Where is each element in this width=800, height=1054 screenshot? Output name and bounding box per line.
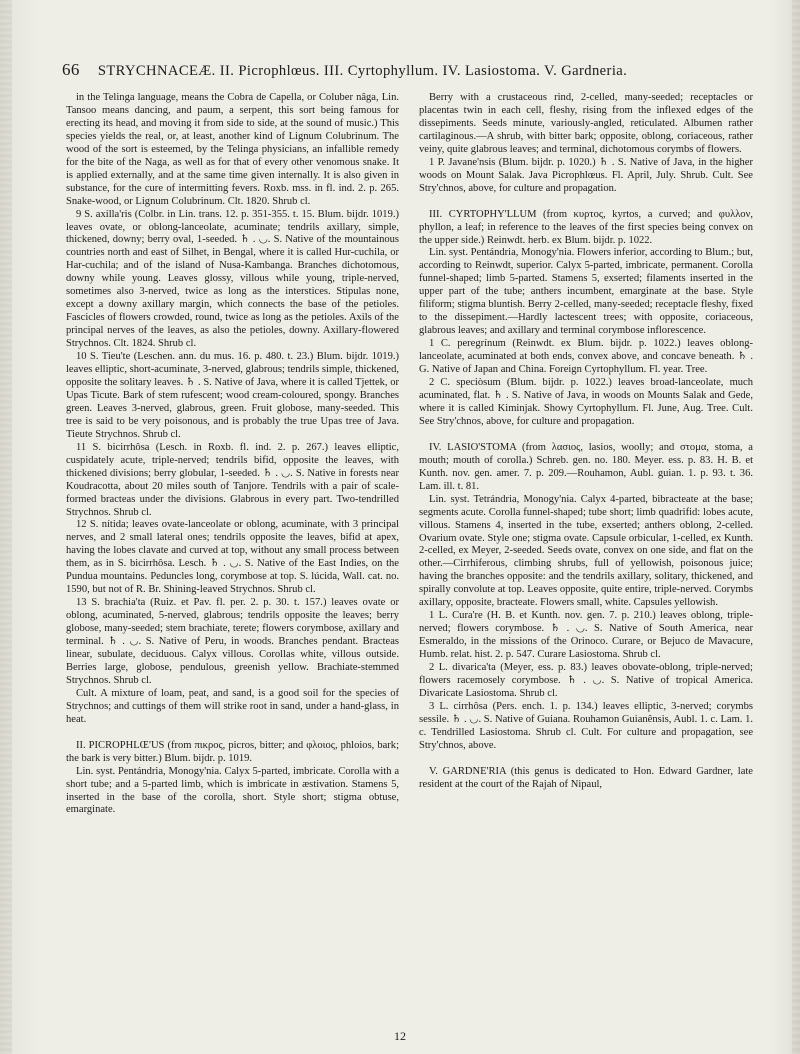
left-column <box>66 92 399 817</box>
species-entry: 3 L. cirrhôsa (Pers. ench. 1. p. 134.) leaves elliptic, 3-nerved; corymbs sessile. ♄ . ◡. S. Native of Guiana. Rouhamon Guianênsis, Aubl. 1. c. Lam. 1. c. Tendrilled Lasiostoma. Shrub cl. Cult. For culture and propagation, see Stry'chnos, above. <box>419 700 753 751</box>
genus-heading: IV. LASIO'STOMA (from λασιος, lasios, woolly; and στομα, stoma, a mouth; mouth of corolla.) Schreb. gen. no. 180. Meyer. ess. p. 83. H. B. et Kunth. nov. gen. amer. 7. p. 209.—Rouhamon, Aubl. guian. 1. p. 93. t. 36. Lam. ill. t. 81. <box>419 441 753 492</box>
species-entry: 1 L. Cura're (H. B. et Kunth. nov. gen. 7. p. 210.) leaves oblong, triple-nerved; flowers corymbose. ♄ . ◡. S. Native of South America, near Esmeraldo, in the missions of the Orinoco. Curare, or Bejuco de Mavacure, Humb. relat. hist. 2. p. 547. Curare Lasiostoma. Shrub cl. <box>419 610 753 661</box>
species-entry: 13 S. brachia'ta (Ruiz. et Pav. fl. per. 2. p. 30. t. 157.) leaves ovate or oblong, acuminated, 5-nerved, glabrous; tendrils opposite the leaves; berry globose, many-seeded; stem brachiate, terete; flowers corymbose, axillary and terminal. ♄ . ◡. S. Native of Peru, in woods. Branches pendant. Bracteas linear, subulate, deciduous. Calyx villous. Corollas white, villous outside. Berries large, globose, pendulous, greenish yellow. Brachiate-stemmed Strychnos. Shrub cl. <box>66 597 399 686</box>
species-entry: 12 S. nítida; leaves ovate-lanceolate or oblong, acuminate, with 3 principal nerves, and 2 small lateral ones; tendrils opposite the leaves, bifid at apex, having the lobes clavate and curved at top, without any small process between them, as in S. bicirrhôsa. Lesch. ♄ . ◡. S. Native of the East Indies, on the Pundua mountains. Peduncles long, corymbose at top. S. lúcida, Wall. cat. no. 1590, but not of R. Br. Shining-leaved Strychnos. Shrub cl. <box>66 519 399 596</box>
page-fore-edge <box>792 0 800 1054</box>
page-binding-edge <box>0 0 12 1054</box>
genus-description: Lin. syst. Pentándria, Monogy'nia. Flowers inferior, according to Blum.; but, according to Reinwdt, superior. Calyx 5-parted, imbricate, permanent. Corolla funnel-shaped; limb 5-parted. Stamens 5, exserted; filaments inserted in the upper part of the tube; anthers incumbent, emarginate at the base. Style filiform; stigma bluntish. Berry 2-celled, many-seeded; receptacle fleshy, fixed to the dissepiment.—Hardly lactescent trees; with opposite, coriaceous, glabrous leaves; and axillary and terminal corymbose inflorescence. <box>419 247 753 337</box>
genus-description: Lin. syst. Tetrándria, Monogy'nia. Calyx 4-parted, bibracteate at the base; segments acute. Corolla funnel-shaped; tube short; limb quadrifid: lobes acute, villous. Stamens 4, inserted in the tube, exserted; anthers oblong, 2-celled. Ovarium ovate. Style one; stigma ovate. Capsule orbicular, 1-celled, ex Kunth. 2-celled, ex Meyer, 2-seeded. Seeds ovate, convex on one side, and flat on the other.—Cirrhiferous, climbing shrubs, full of yellowish, poisonous juice; having the branches opposite: and the tendrils axillary, solitary, thickened, and spirally convolute at top. Leaves opposite, quite entire, triple-nerved. Corymbs axillary, opposite, bracteate. Flowers small, white. Capsules yellowish. <box>419 493 753 609</box>
running-header <box>62 60 770 80</box>
genus-heading: V. GARDNE'RIA (this genus is dedicated to Hon. Edward Gardner, late resident at the court of the Rajah of Nipaul, <box>419 765 753 790</box>
genus-description: Lin. syst. Pentándria, Monogy'nia. Calyx 5-parted, imbricate. Corolla with a short tube; and a 5-parted limb, which is imbricate in æstivation. Stamens 5, inserted in the base of the corolla, short. Style short; stigma obtuse, emarginate. <box>66 765 399 816</box>
species-entry: 1 C. peregrínum (Reinwdt. ex Blum. bijdr. p. 1022.) leaves oblong-lanceolate, acuminated at both ends, convex above, and concave beneath. ♄ . G. Native of Japan and China. Foreign Cyrtophyllum. Fl. year. Tree. <box>419 338 753 376</box>
running-title: STRYCHNACEÆ. II. Picrophlœus. III. Cyrtophyllum. IV. Lasiostoma. V. Gardneria. <box>97 63 628 79</box>
page-number: 66 <box>62 60 80 79</box>
signature-mark: 12 <box>394 1029 406 1043</box>
species-entry: 10 S. Tieu'te (Leschen. ann. du mus. 16. p. 480. t. 23.) Blum. bijdr. 1019.) leaves elliptic, short-acuminate, 3-nerved, glabrous; tendrils simple, thickened, opposite the solitary leaves. ♄ . S. Native of Java, where it is called Tjettek, or Upas Ticute. Bark of stem rufescent; wood cream-coloured, spongy. Branches green. Leaves 3-nerved, glabrous, green. Fruit globose, many-seeded. This tree is said to be very poisonous, and is probably the true Upas tree of Java. Tieute Strychnos. Shrub cl. <box>66 351 399 440</box>
right-column <box>419 92 753 792</box>
paragraph: Berry with a crustaceous rind, 2-celled, many-seeded; receptacles or placentas twin in each cell, fleshy, rising from the inflexed edges of the dissepiments. Seeds minute, variously-angled, reticulated. Albumen rather cartilaginous.—A shrub, with bitter bark; opposite, oblong, coriaceous, rather veiny, quite glabrous leaves; and terminal, dichotomous corymbs of flowers. <box>419 92 753 155</box>
genus-heading: III. CYRTOPHY'LLUM (from κυρτος, kyrtos, a curved; and φυλλον, phyllon, a leaf; in reference to the leaves of the first species being convex on the upper side.) Reinwdt. herb. ex Blum. bijdr. p. 1022. <box>419 208 753 246</box>
species-entry: 11 S. bicirrhôsa (Lesch. in Roxb. fl. ind. 2. p. 267.) leaves elliptic, cuspidately acute, triple-nerved; tendrils bifid, opposite the leaves, with thickened divisions; berry globular, 1-seeded. ♄ . ◡. S. Native in forests near Koudracotta, about 20 miles south of Tanjore. Tendrils with a pair of scale-formed bracteas under the divisions. Glabrous in every part. Two-tendrilled Strychnos. Shrub cl. <box>66 441 399 518</box>
species-entry: 2 C. speciòsum (Blum. bijdr. p. 1022.) leaves broad-lanceolate, much acuminated, flat. ♄ . S. Native of Java, in woods on Mounts Salak and Gede, where it is called Kiminjak. Showy Cyrtophyllum. Fl. June, Aug. Tree. Cult. See Stry'chnos, above, for culture and propagation. <box>419 377 753 427</box>
species-entry: 2 L. divarica'ta (Meyer, ess. p. 83.) leaves obovate-oblong, triple-nerved; flowers racemosely corymbose. ♄ . ◡. S. Native of tropical America. Divaricate Lasiostoma. Shrub cl. <box>419 662 753 699</box>
genus-heading: II. PICROPHLŒ'US (from πικρος, picros, bitter; and φλοιος, phloios, bark; the bark is very bitter.) Blum. bijdr. p. 1019. <box>66 739 399 764</box>
paragraph: in the Telinga language, means the Cobra de Capella, or Coluber nâga, Lin. Tansoo means dancing, and paum, a serpent, this sort being famous for erecting its head, and moving it from side to side, at the sound of music.) This species yields the real, or, at least, another kind of Lignum Colubrinum. The wood of the sort is esteemed, by the Telinga physicians, an infallible remedy for the bite of the Naga, as well as for that of every other venomous snake. It is applied externally, and at the same time given internally. It is also given in substance, for the cure of intermitting fevers. Roxb. mss. in fl. ind. 2. p. 265. Snake-wood, or Lignum Colubrinum. Clt. 1820. Shrub cl. <box>66 92 399 207</box>
species-entry: 1 P. Javane'nsis (Blum. bijdr. p. 1020.) ♄ . S. Native of Java, in the higher woods on Mount Salak. Java Picrophlœus. Fl. April, July. Shrub. Cult. See Stry'chnos, above, for culture and propagation. <box>419 156 753 194</box>
culture-note: Cult. A mixture of loam, peat, and sand, is a good soil for the species of Strychnos; and cuttings of them will strike root in sand, under a hand-glass, in heat. <box>66 687 399 725</box>
species-entry: 9 S. axilla'ris (Colbr. in Lin. trans. 12. p. 351-355. t. 15. Blum. bijdr. 1019.) leaves ovate, or oblong-lanceolate, acuminate; tendrils axillary, simple, thickened, downy; berry oval, 1-seeded. ♄ . ◡. S. Native of the mountainous countries north and east of Silhet, in Bengal, where it is called Hur-cuchila, or Har-cuchila; and of the island of Nusa-Kambanga. Branches dichotomous, downy while young. Leaves glossy, villous while young, triple-nerved, sometimes also 3-nerved, twice as long as the interstices. Stipulas none, except a downy axillary margin, which connects the base of the petioles. Fascicles of flowers crowded, round, twice as long as the petioles. Axils of the principal nerves of the leaves, as also the petioles, downy. Axillary-flowered Strychnos. Clt. 1824. Shrub cl. <box>66 208 399 350</box>
